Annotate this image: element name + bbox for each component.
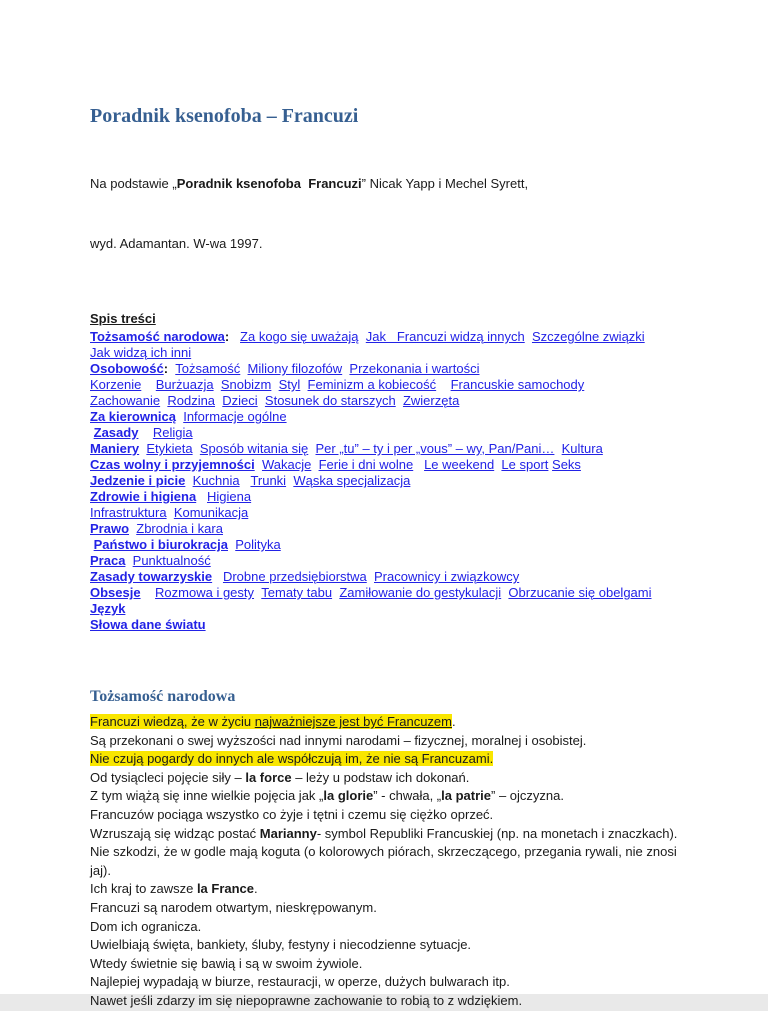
toc-line bbox=[90, 329, 682, 345]
toc-category-link[interactable]: Maniery bbox=[90, 441, 140, 456]
body-line bbox=[90, 843, 682, 862]
body-text: Nawet jeśli zdarzy im się niepoprawne zachowanie to robią to z wdziękiem. bbox=[90, 992, 523, 1008]
toc-category-link[interactable]: Tożsamość narodowa bbox=[90, 329, 225, 344]
body-text: . bbox=[451, 714, 456, 729]
toc-line bbox=[90, 377, 682, 393]
toc-link[interactable]: Wakacje bbox=[261, 457, 312, 472]
body-text: Nie szkodzi, że w godle mają koguta (o kolorowych piórach, skrzeczącego, przegania rywali, nie znosi bbox=[90, 844, 677, 860]
toc-link[interactable]: Styl bbox=[278, 377, 301, 392]
body-text: – leży u podstaw ich dokonań. bbox=[291, 769, 470, 785]
toc-link[interactable]: Kuchnia bbox=[192, 473, 240, 488]
body-line bbox=[90, 750, 682, 769]
toc-line bbox=[90, 601, 682, 617]
toc-text bbox=[196, 489, 207, 504]
toc-link[interactable]: Za kogo się uważają bbox=[240, 329, 359, 344]
body-text: Są przekonani o swej wyższości nad innymi narodami – fizycznej, moralnej i osobistej. bbox=[90, 732, 587, 748]
toc-text bbox=[167, 505, 174, 520]
toc-text bbox=[436, 377, 450, 392]
toc-line bbox=[90, 505, 682, 521]
toc-text bbox=[138, 425, 152, 440]
toc-link[interactable]: Informacje ogólne bbox=[183, 409, 287, 424]
toc-link[interactable]: Jak widzą ich inni bbox=[90, 345, 192, 360]
toc-line bbox=[90, 457, 682, 473]
toc-link[interactable]: Stosunek do starszych bbox=[264, 393, 396, 408]
toc-link[interactable]: Polityka bbox=[235, 537, 281, 552]
body-line bbox=[90, 825, 682, 844]
body-line bbox=[90, 973, 682, 992]
toc-category-link[interactable]: Zasady towarzyskie bbox=[90, 569, 213, 584]
toc-link[interactable]: Drobne przedsiębiorstwa bbox=[222, 569, 367, 584]
body-line bbox=[90, 862, 682, 881]
source-prefix: Na podstawie „ bbox=[90, 176, 177, 191]
toc-text bbox=[258, 393, 265, 408]
toc-text bbox=[554, 441, 561, 456]
toc-category-link[interactable]: Zasady bbox=[93, 425, 139, 440]
body-line bbox=[90, 806, 682, 825]
toc-line bbox=[90, 553, 682, 569]
toc-link[interactable]: Le weekend bbox=[424, 457, 495, 472]
toc-line bbox=[90, 361, 682, 377]
toc-link[interactable]: Le sport bbox=[501, 457, 549, 472]
toc-text bbox=[229, 329, 240, 344]
toc-link[interactable]: Kultura bbox=[561, 441, 603, 456]
toc-text bbox=[359, 329, 366, 344]
toc-link[interactable]: Rozmowa i gesty bbox=[155, 585, 255, 600]
toc-link[interactable]: Sposób witania się bbox=[199, 441, 309, 456]
document-title: Poradnik ksenofoba – Francuzi bbox=[90, 105, 359, 127]
toc-text bbox=[125, 553, 132, 568]
body-line bbox=[90, 880, 682, 899]
toc-text bbox=[308, 441, 315, 456]
toc-line bbox=[90, 393, 682, 409]
toc-link[interactable]: Burżuazja bbox=[155, 377, 214, 392]
toc-text bbox=[413, 457, 424, 472]
body-text: Marianny bbox=[259, 825, 317, 841]
body-text: Najlepiej wypadają w biurze, restauracji, w operze, dużych bulwarach itp. bbox=[90, 974, 510, 990]
toc-link[interactable]: Zbrodnia i kara bbox=[136, 521, 223, 536]
body-text: ” – ojczyzna. bbox=[491, 788, 564, 804]
toc-link[interactable]: Etykieta bbox=[146, 441, 193, 456]
toc-line bbox=[90, 617, 682, 633]
toc-link[interactable]: Tożsamość bbox=[175, 361, 241, 376]
body-text: jaj). bbox=[90, 862, 111, 878]
body-text: Francuzi są narodem otwartym, nieskrępowanym. bbox=[90, 899, 377, 915]
body-line bbox=[90, 787, 682, 806]
body-text: . bbox=[254, 881, 258, 897]
body-text: Od tysiącleci pojęcie siły – bbox=[90, 769, 246, 785]
toc-link[interactable]: Jak Francuzi widzą innych bbox=[365, 329, 525, 344]
source-suffix: ” Nicak Yapp i Mechel Syrett, bbox=[361, 176, 529, 191]
toc-link[interactable]: Szczególne związki bbox=[531, 329, 645, 344]
toc-text bbox=[141, 377, 155, 392]
toc-link[interactable]: Dzieci bbox=[222, 393, 258, 408]
body-text: Uwielbiają święta, bankiety, śluby, festyny i niecodzienne sytuacje. bbox=[90, 937, 472, 953]
toc-line bbox=[90, 425, 682, 441]
toc-heading: Spis treści bbox=[90, 311, 156, 326]
toc-text bbox=[240, 361, 247, 376]
toc-text bbox=[367, 569, 374, 584]
toc-text bbox=[255, 457, 262, 472]
section-body bbox=[90, 713, 682, 1011]
source-line-2: wyd. Adamantan. W-wa 1997. bbox=[90, 236, 263, 251]
body-text: - symbol Republiki Francuskiej (np. na monetach i znaczkach). bbox=[316, 825, 678, 841]
source-line-1 bbox=[90, 174, 682, 194]
toc-link[interactable]: Tematy tabu bbox=[261, 585, 333, 600]
body-line bbox=[90, 732, 682, 751]
body-text: Wzruszają się widząc postać bbox=[90, 825, 260, 841]
body-text: la force bbox=[245, 769, 292, 785]
toc-text bbox=[185, 473, 192, 488]
body-text: Z tym wiążą się inne wielkie pojęcia jak „ bbox=[90, 788, 324, 804]
toc-link[interactable]: Miliony filozofów bbox=[247, 361, 343, 376]
toc-link[interactable]: Rodzina bbox=[167, 393, 216, 408]
body-line bbox=[90, 713, 682, 732]
toc-category-link[interactable]: Czas wolny i przyjemności bbox=[90, 457, 255, 472]
toc-line bbox=[90, 489, 682, 505]
toc-link[interactable]: Higiena bbox=[207, 489, 252, 504]
toc-category-link[interactable]: Praca bbox=[90, 553, 126, 568]
body-text: Wtedy świetnie się bawią i są w swoim żywiole. bbox=[90, 955, 363, 971]
toc-category-link[interactable]: Jedzenie i picie bbox=[90, 473, 186, 488]
body-line bbox=[90, 899, 682, 918]
toc-text bbox=[396, 393, 403, 408]
toc-link[interactable]: Francuskie samochody bbox=[450, 377, 585, 392]
toc-link[interactable]: Trunki bbox=[250, 473, 287, 488]
highlighted-text: Francuzi wiedzą, że w życiu bbox=[90, 714, 255, 729]
toc-category-link[interactable]: Państwo i biurokracja bbox=[93, 537, 228, 552]
body-line bbox=[90, 769, 682, 788]
toc-line bbox=[90, 473, 682, 489]
toc-category-link[interactable]: Osobowość bbox=[90, 361, 164, 376]
toc-link[interactable]: Religia bbox=[152, 425, 193, 440]
toc-line bbox=[90, 521, 682, 537]
toc-category-link[interactable]: Słowa dane światu bbox=[90, 617, 206, 632]
toc-link[interactable]: Korzenie bbox=[90, 377, 142, 392]
section-heading: Tożsamość narodowa bbox=[90, 688, 236, 705]
source-reference bbox=[90, 134, 682, 294]
toc-category-link[interactable]: Zdrowie i higiena bbox=[90, 489, 197, 504]
toc-text bbox=[193, 441, 200, 456]
highlighted-text: najważniejsze jest być Francuzem bbox=[254, 714, 452, 729]
toc-link[interactable]: Obrzucanie się obelgami bbox=[508, 585, 652, 600]
toc-line bbox=[90, 569, 682, 585]
toc-text bbox=[240, 473, 251, 488]
toc-text bbox=[141, 585, 155, 600]
body-line bbox=[90, 955, 682, 974]
toc-link[interactable]: Komunikacja bbox=[173, 505, 249, 520]
toc-category-link[interactable]: Obsesje bbox=[90, 585, 141, 600]
toc-text: : bbox=[224, 329, 230, 344]
body-text: la patrie bbox=[441, 788, 491, 804]
toc-link[interactable]: Snobizm bbox=[220, 377, 272, 392]
body-line bbox=[90, 918, 682, 937]
toc-link[interactable]: Przekonania i wartości bbox=[349, 361, 480, 376]
toc-line bbox=[90, 537, 682, 553]
toc-link[interactable]: Feminizm a kobiecość bbox=[307, 377, 437, 392]
toc-line bbox=[90, 345, 682, 361]
toc-link[interactable]: Wąska specjalizacja bbox=[293, 473, 411, 488]
body-text: Dom ich ogranicza. bbox=[90, 918, 202, 934]
body-text: ” - chwała, „ bbox=[373, 788, 442, 804]
toc-link[interactable]: Seks bbox=[552, 457, 581, 472]
body-text: Francuzów pociąga wszystko co żyje i tętni i czemu się ciężko oprzeć. bbox=[90, 806, 494, 822]
toc-link[interactable]: Punktualność bbox=[132, 553, 211, 568]
body-line bbox=[90, 936, 682, 955]
body-text: Ich kraj to zawsze bbox=[90, 881, 197, 897]
toc-text bbox=[214, 377, 221, 392]
toc-line bbox=[90, 585, 682, 601]
toc-text: : bbox=[163, 361, 169, 376]
toc-text bbox=[300, 377, 307, 392]
toc-category-link[interactable]: Prawo bbox=[90, 521, 130, 536]
toc-line bbox=[90, 441, 682, 457]
toc-link[interactable]: Per „tu” – ty i per „vous” – wy, Pan/Pani… bbox=[315, 441, 555, 456]
toc-link[interactable]: Zachowanie bbox=[90, 393, 161, 408]
toc-line bbox=[90, 409, 682, 425]
body-text: la glorie bbox=[323, 788, 374, 804]
toc-link[interactable]: Ferie i dni wolne bbox=[318, 457, 414, 472]
toc-link[interactable]: Pracownicy i związkowcy bbox=[374, 569, 520, 584]
toc-category-link[interactable]: Język bbox=[90, 601, 126, 616]
table-of-contents bbox=[90, 329, 682, 633]
toc-link[interactable]: Zamiłowanie do gestykulacji bbox=[339, 585, 502, 600]
toc-category-link[interactable]: Za kierownicą bbox=[90, 409, 176, 424]
source-book-title: Poradnik ksenofoba Francuzi bbox=[176, 176, 362, 191]
toc-link[interactable]: Infrastruktura bbox=[90, 505, 167, 520]
body-text: la France bbox=[196, 881, 255, 897]
toc-text bbox=[212, 569, 223, 584]
highlighted-text: Nie czują pogardy do innych ale współczują im, że nie są Francuzami. bbox=[90, 751, 494, 767]
toc-text bbox=[271, 377, 278, 392]
body-line bbox=[90, 992, 682, 1011]
toc-text bbox=[525, 329, 532, 344]
toc-link[interactable]: Zwierzęta bbox=[402, 393, 460, 408]
toc-text bbox=[311, 457, 318, 472]
